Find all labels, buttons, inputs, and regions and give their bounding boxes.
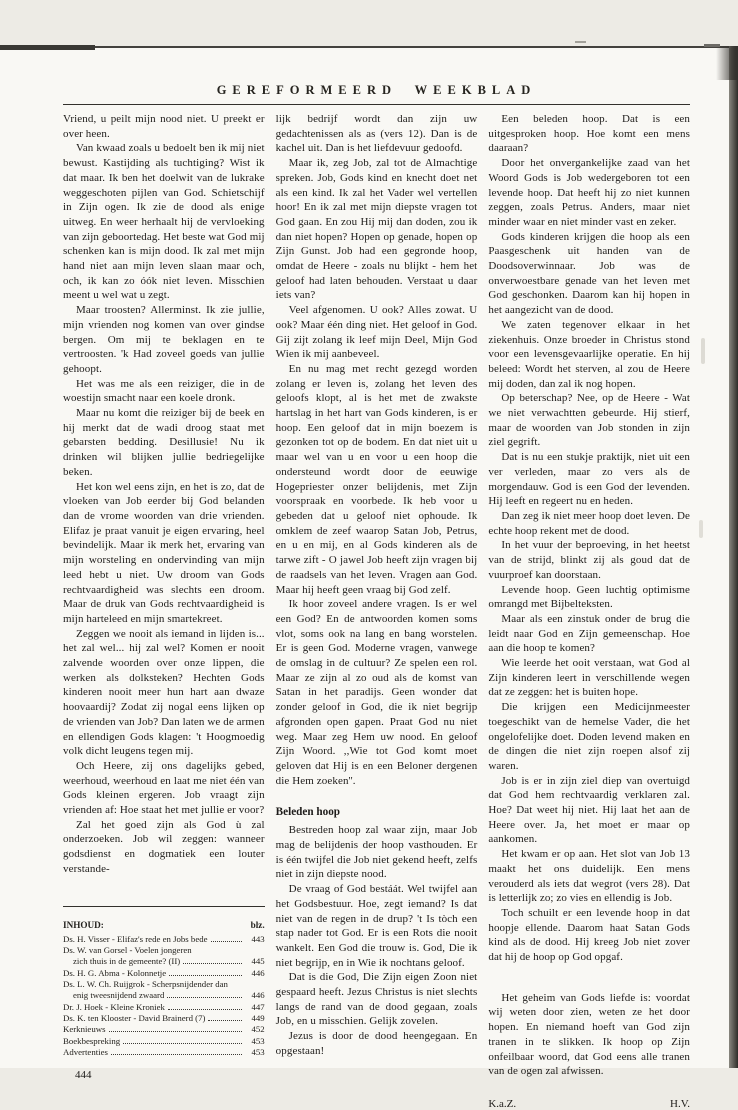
paragraph: Het kon wel eens zijn, en het is zo, dat de vloeken van Job eerder bij God belanden dan de vrome woorden van drie vrienden. Elifaz je praat vanuit je eigen ervaring, heel bevindelijk. Maar ik merk het, ervaring van mijn worsteling en ondervinding van mijn leed hebt u niet. Uw droom van Gods rechtvaardigheid was slechts een droom. Maar de druk van Gods rechtvaardigheid is mijn harteleed en mijn smartekreet. bbox=[63, 480, 265, 625]
toc-dot-leader bbox=[208, 1020, 241, 1021]
column-2-text-top bbox=[276, 112, 478, 788]
masthead-rule bbox=[63, 104, 690, 105]
toc-title: INHOUD: bbox=[63, 919, 104, 930]
paragraph: Gods kinderen krijgen die hoop als een Paasgeschenk uit handen van de Doodsoverwinnaar. Job was de onverwoestbare genade van het leven met God geschonken. Daarom kan hij hopen in het aangezicht van de dood. bbox=[488, 230, 691, 317]
paragraph: Het was me als een reiziger, die in de woestijn smacht naar een koele dronk. bbox=[63, 377, 265, 405]
toc-dot-leader bbox=[123, 1043, 242, 1044]
paragraph: Toch schuilt er een levende hoop in dat hoopje ellende. Daarom haat Satan Gods kind als de dood. Hij kreeg Job niet zover dat hij de hoop op God opgaf. bbox=[488, 906, 691, 964]
toc-dot-leader bbox=[211, 941, 242, 942]
scan-mark bbox=[704, 44, 720, 47]
toc-dot-leader bbox=[111, 1054, 242, 1055]
page-number: 444 bbox=[75, 1069, 92, 1082]
column-1 bbox=[63, 112, 265, 1081]
paragraph: Dan zeg ik niet meer hoop doet leven. De echte hoop rekent met de dood. bbox=[488, 509, 691, 537]
paragraph: Een beleden hoop. Dat is een uitgesproken hoop. Hoe komt een mens daaraan? bbox=[488, 113, 691, 155]
closing-paragraph: Het geheim van Gods liefde is: voordat wij weten door zien, weten ze het door hopen. En niemand hoeft van God zijn tranen in te slikken. Ik hoop op Zijn onfeilbaar woord, dat God eens alle tranen van de ogen zal afwissen. bbox=[488, 991, 691, 1078]
toc-entry-text: Ds. H. Visser - Elifaz's rede en Jobs bede bbox=[63, 933, 208, 944]
column-3 bbox=[488, 112, 690, 1110]
paragraph: Vriend, u peilt mijn nood niet. U preekt er over heen. bbox=[63, 113, 265, 140]
scan-smudge bbox=[699, 520, 703, 538]
paragraph: Het kwam er op aan. Het slot van Job 13 maakt het ons duidelijk. Een mens verouderd als iets dat wegrot (vers 28). Dat is letterlijk zo; zo vies en ellendig is Job. bbox=[488, 848, 691, 905]
paragraph: Van kwaad zoals u bedoelt ben ik mij niet bewust. Kastijding als tuchtiging? Wist ik dat maar. Ik ben het doelwit van de lukrake weggeschoten pijlen van God. Schietschijf in Zijn ogen. Ik zie de dood als enige uitweg. En weer herhaalt hij de vervloeking van zijn geboortedag. Het beste wat God mij schenken kan is mijn dood. Ik zal met mijn hand niet aan mijn leven slaan maar och, och, ik kan zo óók niet leven. Misschien meent u wel wat u zegt. bbox=[63, 142, 265, 302]
paragraph: Och Heere, zij ons dagelijks gebed, weerhoud, weerhoud en laat me niet één van Gods kleinen ergeren. Job vraagt zijn vrienden af: Hoe staat het met jullie er voor? bbox=[63, 759, 265, 817]
toc-entry-page: 453 bbox=[251, 1046, 265, 1057]
signature-initials-right: H.V. bbox=[670, 1098, 691, 1110]
toc-entry-page: 447 bbox=[251, 1001, 265, 1012]
toc-divider-rule bbox=[63, 906, 265, 907]
paragraph: Op beterschap? Nee, op de Heere - Wat we niet verwachtten gebeurde. Hij stierf, maar de woorden van Job stonden in zijn ziel gegrift. bbox=[488, 392, 691, 449]
toc-entry-line bbox=[63, 956, 265, 967]
toc-entry-text: enig tweesnijdend zwaard bbox=[73, 990, 165, 1001]
toc-entry-page: 445 bbox=[251, 956, 265, 967]
paragraph: Maar als een zinstuk onder de brug die leidt naar God en Zijn gemeenschap. Hoe aan die hoop te komen? bbox=[488, 612, 691, 655]
paragraph: Dat is die God, Die Zijn eigen Zoon niet gespaard heeft. Jezus Christus is niet slechts langs de rand van de dood gegaan, zoals Job, en u misschien. Gelijk zovelen. bbox=[275, 971, 478, 1028]
toc-entry-text: Ds. L. W. Ch. Ruijgrok - Scherpsnijdender dan bbox=[63, 979, 228, 990]
paragraph: Door het onvergankelijke zaad van het Woord Gods is Job wedergeboren tot een levende hoop. Dat heeft hij zo niet kunnen zeggen, zoals Petrus. Anders, maar niet minder waar en niet minder vast en zeker. bbox=[488, 157, 691, 228]
toc-entry-page: 446 bbox=[251, 967, 265, 978]
paragraph: Ik hoor zoveel andere vragen. Is er wel een God? En de antwoorden komen soms vlot, soms ook na lang en bang worstelen. Er is geen God. Moderne vragen, vanwege de omslag in de cultuur? Ze spelen een rol. Maar ze zijn al zo oud als de komst van Satan in het paradijs. Geen wonder dat zonder geloof in God, die ik niet begrijp afgronden open gapen. Praat God nu niet weg. Maar zeg Hem uw nood. En geloof Zijn Woord. ,,Wie tot God komt moet geloven dat Hij is en een Beloner dergenen die Hem zoeken''. bbox=[275, 598, 478, 787]
paragraph: Zeggen we nooit als iemand in lijden is... het zal wel... hij zal wel? Komen er nooit zalvende woorden over onze lippen, die werken als dolksteken? Hechten Gods kinderen nooit meer hun hart aan dwaze hoovaardij? Zodat zij nogal eens lijken op de vrienden van Job? Dan laten we de armen en ellendigen Gods klagen: 't Hoogmoedig volk dicht leugens tegen mij. bbox=[63, 627, 265, 758]
toc-entry-page: 449 bbox=[251, 1012, 265, 1023]
toc-dot-leader bbox=[167, 997, 241, 998]
toc-entry-text: Ds. H. G. Abma - Kolonnetje bbox=[63, 967, 167, 978]
toc-entry-page: 453 bbox=[251, 1035, 265, 1046]
paragraph: De vraag of God bestáát. Wel twijfel aan het Godsbestuur. Hoe, zegt iemand? Is dat niet van de regen in de drup? 't Is tòch een stap nader tot God. Er is een Rots die nooit wankelt. Een God die trouw is. God, Die ik niet begrijp, en in Wie ik nochtans geloof. bbox=[275, 883, 478, 969]
closing-gap bbox=[488, 965, 690, 991]
toc-dot-leader bbox=[168, 1009, 242, 1010]
toc-entry-text: Ds. K. ten Klooster - David Brainerd (7) bbox=[63, 1012, 206, 1023]
toc-entry-page: 443 bbox=[251, 933, 265, 944]
paragraph: Dat is nu een stukje praktijk, niet uit een ver verleden, maar zo vers als de morgendauw. God is een God der levenden. Hij leeft en regeert nu en heden. bbox=[488, 451, 691, 508]
paragraph: Maar ik, zeg Job, zal tot de Almachtige spreken. Job, Gods kind en knecht doet net als een kind. Ik zal het Vader wel vertellen hoor! En ik zal met mijn diepste vragen tot God gaan. En zou Hij mij dan doden, zou ik dan niet hopen? Hopen op genade, hopen op Zijn Gunst. Job had een gegronde hoop, omdat de Heere - zoals nu blijkt - hem het geloof had laten behouden. Verstaat u daar iets van? bbox=[275, 157, 478, 302]
toc-entry-line bbox=[63, 1013, 265, 1024]
paragraph: Wie leerde het ooit verstaan, wat God al Zijn kinderen leert in verschillende wegen dat ze zeggen: het is buiten hope. bbox=[488, 657, 691, 699]
paragraph: Bestreden hoop zal waar zijn, maar Job mag de belijdenis der hoop vasthouden. Er is één twijfel die Job niet gekend heeft, zelfs niet in zijn diepste nood. bbox=[275, 824, 478, 881]
scan-top-edge-thick bbox=[0, 45, 95, 50]
toc-entry-line bbox=[63, 979, 265, 990]
paragraph: Maar troosten? Allerminst. Ik zie jullie, mijn vrienden nog komen van over gindse bergen. Om mij te beklagen en te vertroosten. 'k Had zoveel goeds van jullie gehoopt. bbox=[63, 304, 265, 375]
scan-smudge bbox=[701, 338, 705, 364]
paragraph: Zal het goed zijn als God ù zal onderzoeken. Job wil zeggen: wanneer godsdienst en dogmatiek een louter verstande- bbox=[63, 818, 265, 875]
scan-right-shadow bbox=[729, 46, 738, 1068]
paragraph: In het vuur der beproeving, in het heetst van de strijd, blinkt zij als goud dat de vuurproef kan doorstaan. bbox=[488, 539, 691, 581]
toc-entry-line bbox=[63, 945, 265, 956]
section-heading-beleden-hoop: Beleden hoop bbox=[275, 806, 341, 819]
toc-entry-line bbox=[63, 1047, 265, 1058]
paragraph: Veel afgenomen. U ook? Alles zowat. U ook? Maar één ding niet. Het geloof in God. Gij zijt zolang ik leef mijn Deel, Mijn God Wien ik mij aanbeveel. bbox=[275, 304, 478, 361]
column-2 bbox=[276, 112, 478, 1059]
toc-entry-text: Boekbespreking bbox=[63, 1035, 121, 1046]
signature-initials-left: K.a.Z. bbox=[488, 1098, 517, 1110]
journal-title: GEREFORMEERD WEEKBLAD bbox=[216, 83, 537, 97]
toc-dot-leader bbox=[183, 963, 241, 964]
paragraph: Die krijgen een Medicijnmeester toegeschikt van de hemelse Vader, die het ongelofelijke doet. Doden levend maken en de dingen die niet zijn roepen alsof zij waren. bbox=[488, 701, 691, 772]
toc-entry-text: Ds. W. van Gorsel - Voelen jongeren bbox=[63, 945, 192, 956]
toc-header bbox=[63, 920, 265, 931]
toc-entries bbox=[63, 934, 265, 1058]
toc-dot-leader bbox=[109, 1031, 242, 1032]
paragraph: Jezus is door de dood heengegaan. En opgestaan! bbox=[275, 1030, 478, 1057]
scan-mark bbox=[575, 41, 586, 43]
paragraph: Levende hoop. Geen luchtig optimisme omrangd met Bijbelteksten. bbox=[488, 583, 691, 611]
toc-entry-line bbox=[63, 1002, 265, 1013]
article-columns bbox=[63, 112, 690, 1110]
toc-dot-leader bbox=[169, 975, 242, 976]
paragraph: We zaten tegenover elkaar in het ziekenhuis. Onze broeder in Christus stond voor een levensgevaarlijke operatie. En hij beleed: Wordt het sterven, al zou de Heere mij doden, dan zal ik nog hopen. bbox=[488, 318, 691, 390]
toc-entry-line bbox=[63, 968, 265, 979]
paragraph: Job is er in zijn ziel diep van overtuigd dat God hem rechtvaardig verklaren zal. Hoe? Dat weet hij niet. Hij laat het aan de Heere over. Ja, het moet er maar op aankomen. bbox=[488, 774, 691, 846]
toc-entry-text: Advertenties bbox=[63, 1046, 108, 1057]
toc-entry-text: Dr. J. Hoek - Kleine Kroniek bbox=[63, 1001, 165, 1012]
scan-top-edge bbox=[0, 46, 738, 48]
signature-row bbox=[488, 1098, 690, 1110]
toc-entry-line bbox=[63, 990, 265, 1001]
toc-entry-line bbox=[63, 1036, 265, 1047]
toc-entry-page: 452 bbox=[251, 1024, 265, 1035]
toc-entry-text: zich thuis in de gemeente? (II) bbox=[73, 956, 181, 967]
paragraph: lijk bedrijf wordt dan zijn uw gedachtenissen als as (vers 12). Dan is de kachel uit. Dan is het liefdevuur gedoofd. bbox=[275, 113, 478, 155]
column-2-text-bottom bbox=[276, 823, 478, 1058]
scan-right-blob bbox=[716, 46, 738, 80]
toc-page-label: blz. bbox=[250, 919, 265, 930]
column-1-text bbox=[63, 112, 265, 877]
table-of-contents bbox=[63, 920, 265, 1059]
toc-entry-text: Kerknieuws bbox=[63, 1024, 106, 1035]
paragraph: Maar nu komt die reiziger bij de beek en hij merkt dat de wadi droog staat met gebarsten bedding. Desillusie! Nu ik drinken wil blijken jullie bedriegelijke beken. bbox=[63, 407, 265, 478]
toc-entry-page: 446 bbox=[251, 990, 265, 1001]
toc-entry-line bbox=[63, 1024, 265, 1035]
toc-entry-line bbox=[63, 934, 265, 945]
column-3-text bbox=[488, 112, 690, 965]
paragraph: En nu mag met recht gezegd worden zolang er leven is, zolang het leven des geloofs klopt, al is het met de zwakste hartslag in het hart van Gods kinderen, is er hoop. Een geloof dat in mijn boezem is gezonken tot op de bodem. En dat niet uit u maar wel van u en voor u een hoop die ondersteund wordt door de eeuwige Hogepriester onzer belijdenis, met Zijn voorspraak en voorbede. Ik heb voor u gebeden dat u geloof niet ophoude. Ik omklem de zeef waarop Satan Job, Petrus, en u en mij, en al Gods kinderen als de tarwe zift - O jawel Job heeft zijn vragen bij de raadsels van het leven. Vragen aan God. Maar hij heeft geen vraag bij God zelf. bbox=[275, 362, 478, 596]
